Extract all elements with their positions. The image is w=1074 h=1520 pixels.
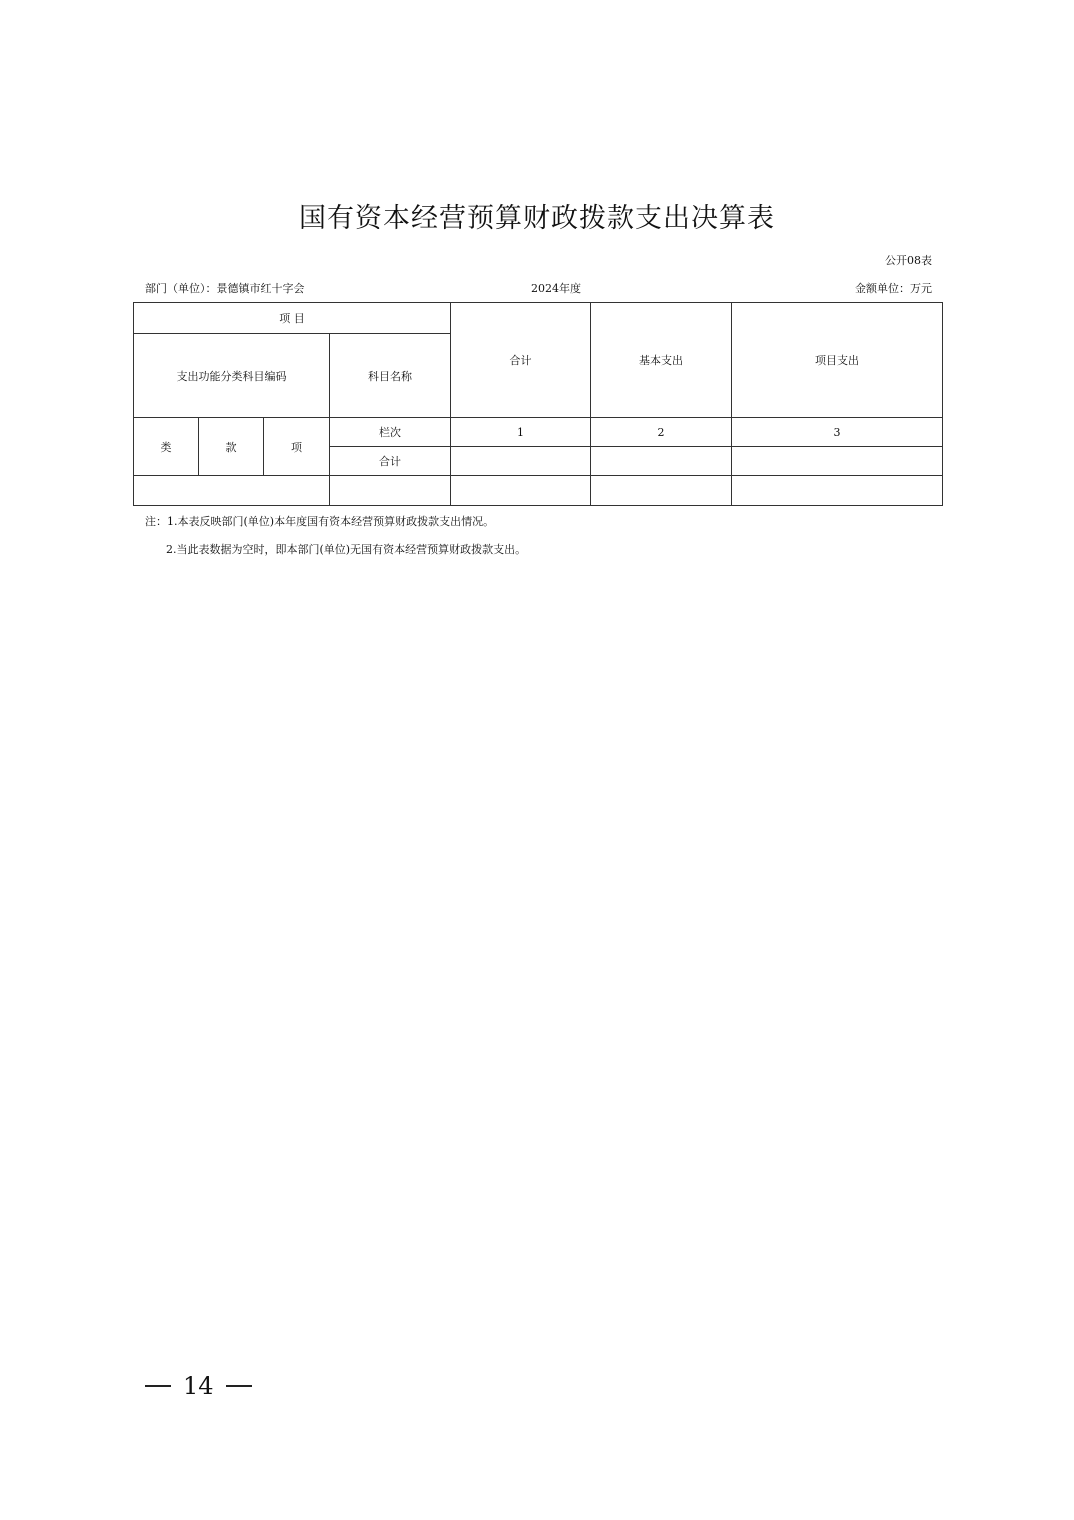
header-project-expenditure: 项目支出 [732, 303, 943, 418]
total-cell-3 [732, 447, 943, 476]
total-cell-2 [591, 447, 732, 476]
header-lei: 类 [134, 418, 199, 476]
expenditure-table [133, 302, 943, 506]
amount-unit: 金额单位：万元 [855, 282, 932, 295]
page-number [145, 1372, 252, 1400]
header-subject-name: 科目名称 [330, 334, 451, 418]
form-number: 公开08表 [885, 254, 932, 267]
page-number-value: 14 [183, 1372, 214, 1400]
header-function-code: 支出功能分类科目编码 [134, 334, 330, 418]
department-label: 部门（单位）：景德镇市红十字会 [145, 282, 305, 295]
note-1: 注：1.本表反映部门(单位)本年度国有资本经营预算财政拨款支出情况。 [145, 515, 495, 528]
data-cell-2 [591, 476, 732, 506]
page-title: 国有资本经营预算财政拨款支出决算表 [299, 203, 775, 234]
data-cell-code [134, 476, 330, 506]
data-cell-1 [451, 476, 591, 506]
data-cell-3 [732, 476, 943, 506]
data-cell-name [330, 476, 451, 506]
row-label-total: 合计 [330, 447, 451, 476]
total-cell-1 [451, 447, 591, 476]
header-kuan: 款 [199, 418, 264, 476]
column-index-1: 1 [451, 418, 591, 447]
column-index-3: 3 [732, 418, 943, 447]
header-item: 项 目 [134, 303, 451, 334]
page-dash-left [145, 1385, 171, 1387]
column-index-2: 2 [591, 418, 732, 447]
header-basic-expenditure: 基本支出 [591, 303, 732, 418]
page-dash-right [226, 1385, 252, 1387]
header-total: 合计 [451, 303, 591, 418]
row-label-column-index: 栏次 [330, 418, 451, 447]
fiscal-year: 2024年度 [531, 282, 581, 295]
note-2: 2.当此表数据为空时，即本部门(单位)无国有资本经营预算财政拨款支出。 [166, 543, 527, 556]
header-xiang: 项 [264, 418, 330, 476]
